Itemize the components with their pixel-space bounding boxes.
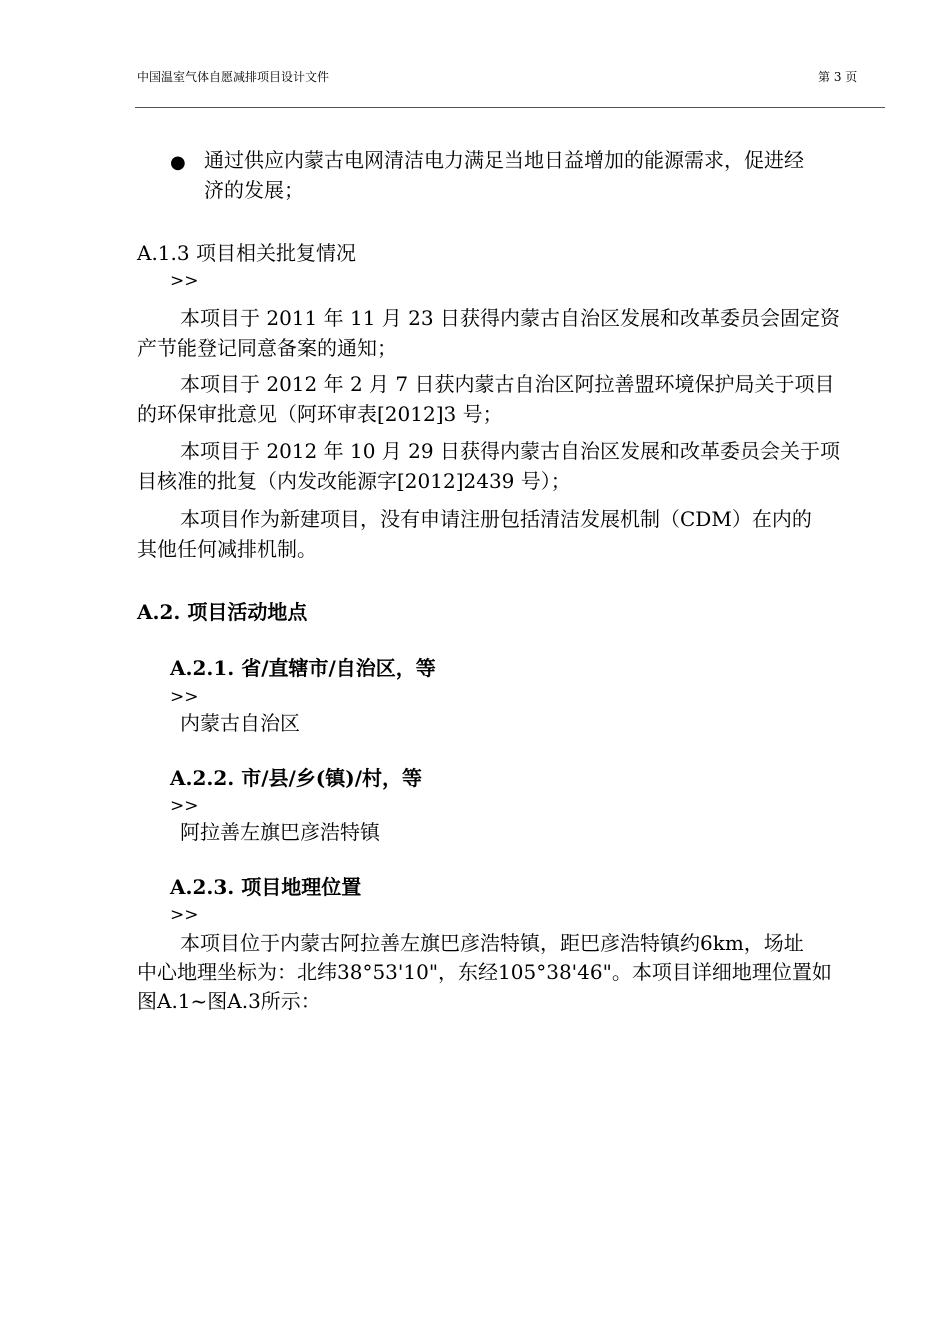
bullet-line-2: 济的发展； [204,178,304,202]
approval-para-4-line-2: 其他任何减排机制。 [137,537,317,561]
approval-para-1-line-1: 本项目于 2011 年 11 月 23 日获得内蒙古自治区发展和改革委员会固定资 [180,306,840,330]
section-a13-heading: A.1.3 项目相关批复情况 [137,241,356,265]
header-doc-title: 中国温室气体自愿减排项目设计文件 [137,70,330,84]
approval-para-3-line-2: 目核准的批复（内发改能源字[2012]2439 号）； [137,469,571,493]
header-page-number: 第 3 页 [818,70,858,84]
section-a23-heading: A.2.3. 项目地理位置 [170,875,362,899]
section-a22-value: 阿拉善左旗巴彦浩特镇 [180,820,380,844]
section-a2-heading: A.2. 项目活动地点 [137,600,308,624]
section-a23-marker: >> [170,905,199,925]
header-divider [135,107,885,108]
bullet-dot-icon: ● [170,152,186,173]
section-a21-heading: A.2.1. 省/直辖市/自治区，等 [170,656,436,680]
location-line-3: 图A.1~图A.3所示： [137,989,321,1013]
bullet-line-1: 通过供应内蒙古电网清洁电力满足当地日益增加的能源需求，促进经 [204,148,804,172]
approval-para-3-line-1: 本项目于 2012 年 10 月 29 日获得内蒙古自治区发展和改革委员会关于项 [180,439,840,463]
location-line-1: 本项目位于内蒙古阿拉善左旗巴彦浩特镇，距巴彦浩特镇约6km，场址 [180,931,804,955]
approval-para-2-line-1: 本项目于 2012 年 2 月 7 日获内蒙古自治区阿拉善盟环境保护局关于项目 [180,372,835,396]
section-a21-marker: >> [170,687,199,707]
location-line-2: 中心地理坐标为：北纬38°53'10"，东经105°38'46"。本项目详细地理位置如 [137,960,832,984]
approval-para-2-line-2: 的环保审批意见（阿环审表[2012]3 号； [137,402,503,426]
section-a13-marker: >> [170,271,199,291]
approval-para-1-line-2: 产节能登记同意备案的通知； [137,336,397,360]
section-a22-heading: A.2.2. 市/县/乡(镇)/村，等 [170,766,423,790]
section-a21-value: 内蒙古自治区 [180,711,300,735]
section-a22-marker: >> [170,796,199,816]
approval-para-4-line-1: 本项目作为新建项目，没有申请注册包括清洁发展机制（CDM）在内的 [180,507,812,531]
